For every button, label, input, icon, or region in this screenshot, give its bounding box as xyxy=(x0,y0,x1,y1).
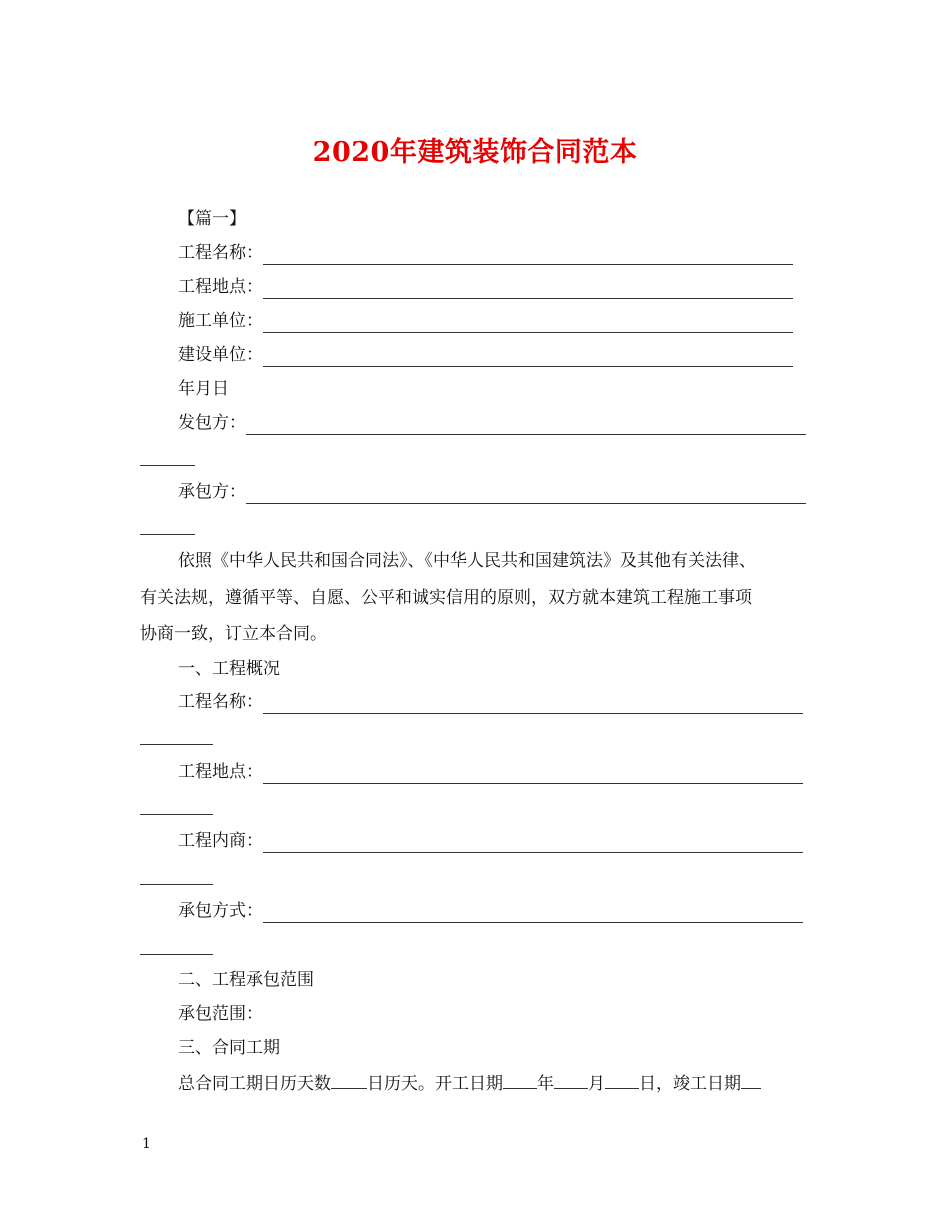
duration-text: 日历天。开工日期 xyxy=(367,1074,503,1094)
cover-project-location-row xyxy=(178,275,793,299)
contract-mode-blank[interactable] xyxy=(263,904,803,923)
blank-continuation xyxy=(140,464,195,466)
field-label: 施工单位： xyxy=(178,311,263,331)
field-label: 发包方： xyxy=(178,413,246,433)
start-year-blank[interactable] xyxy=(503,1070,537,1089)
date-line: 年月日 xyxy=(178,379,229,399)
employer-blank[interactable] xyxy=(246,416,806,435)
owner-unit-blank[interactable] xyxy=(263,348,793,367)
field-label: 承包方： xyxy=(178,482,246,502)
duration-text: 月 xyxy=(588,1074,605,1094)
project-name-blank[interactable] xyxy=(263,695,803,714)
project-location-row xyxy=(178,760,803,784)
blank-continuation xyxy=(140,953,213,955)
contractor-row xyxy=(178,480,806,504)
start-month-blank[interactable] xyxy=(554,1070,588,1089)
field-label: 建设单位： xyxy=(178,345,263,365)
project-location-blank[interactable] xyxy=(263,280,793,299)
start-day-blank[interactable] xyxy=(605,1070,639,1089)
project-location-blank[interactable] xyxy=(263,765,803,784)
project-content-blank[interactable] xyxy=(263,834,803,853)
blank-continuation xyxy=(140,743,213,745)
field-label: 工程名称： xyxy=(178,243,263,263)
section-heading: 【篇一】 xyxy=(178,209,246,229)
section-1-heading: 一、工程概况 xyxy=(178,659,280,679)
field-label: 工程名称： xyxy=(178,692,263,712)
project-content-row xyxy=(178,829,803,853)
contractor-blank[interactable] xyxy=(246,485,806,504)
document-title: 2020年建筑装饰合同范本 xyxy=(312,137,638,168)
field-label: 工程内商： xyxy=(178,831,263,851)
cover-construction-unit-row xyxy=(178,309,793,333)
blank-continuation xyxy=(140,813,213,815)
employer-row xyxy=(178,411,806,435)
duration-line xyxy=(178,1070,761,1096)
cover-project-name-row xyxy=(178,241,793,265)
scope-label: 承包范围： xyxy=(178,1004,263,1024)
duration-text: 年 xyxy=(537,1074,554,1094)
construction-unit-blank[interactable] xyxy=(263,314,793,333)
cover-owner-unit-row xyxy=(178,343,793,367)
total-days-blank[interactable] xyxy=(331,1070,367,1089)
blank-continuation xyxy=(140,533,195,535)
blank-continuation xyxy=(140,883,213,885)
project-name-blank[interactable] xyxy=(263,246,793,265)
field-label: 工程地点： xyxy=(178,277,263,297)
field-label: 工程地点： xyxy=(178,762,263,782)
duration-text: 日，竣工日期 xyxy=(639,1074,741,1094)
duration-text: 总合同工期日历天数 xyxy=(178,1074,331,1094)
field-label: 承包方式： xyxy=(178,901,263,921)
preamble-line: 依照《中华人民共和国合同法》、《中华人民共和国建筑法》及其他有关法律、 xyxy=(178,551,756,571)
section-3-heading: 三、合同工期 xyxy=(178,1038,280,1058)
preamble-line: 协商一致，订立本合同。 xyxy=(140,624,327,644)
section-2-heading: 二、工程承包范围 xyxy=(178,970,314,990)
page-number: 1 xyxy=(142,1136,151,1152)
preamble-line: 有关法规，遵循平等、自愿、公平和诚实信用的原则，双方就本建筑工程施工事项 xyxy=(140,588,752,608)
completion-date-blank[interactable] xyxy=(741,1070,761,1089)
project-name-row xyxy=(178,690,803,714)
contract-mode-row xyxy=(178,899,803,923)
